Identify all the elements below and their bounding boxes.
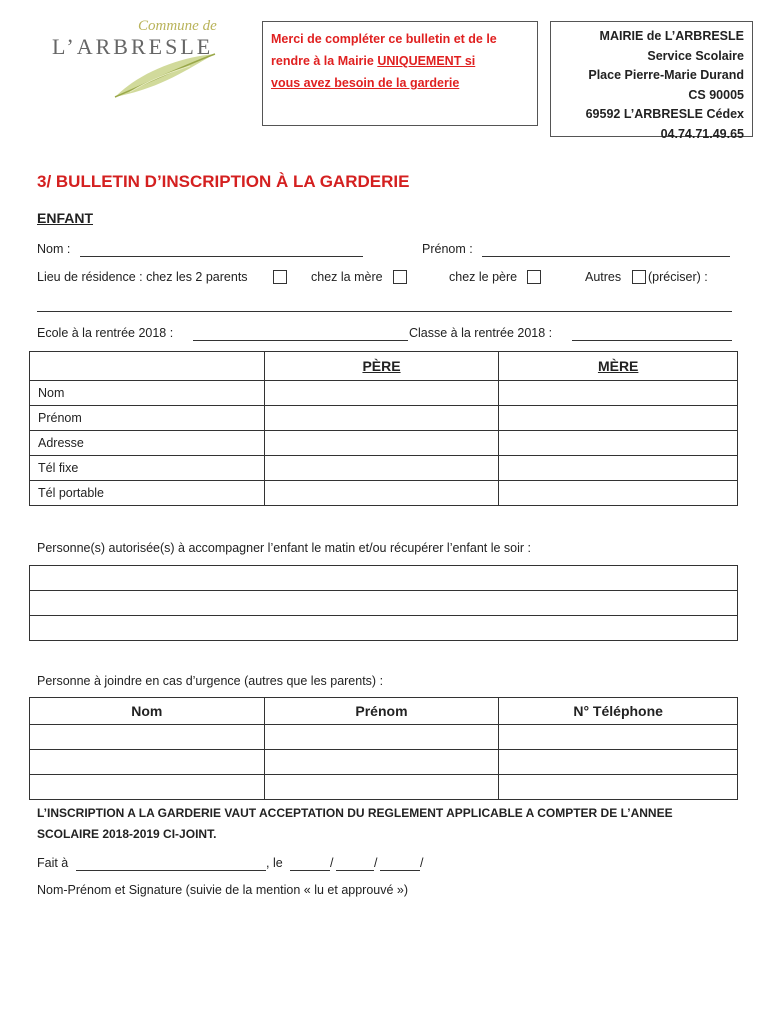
emergency-table	[29, 697, 738, 800]
fait-lieu-field[interactable]	[76, 870, 266, 871]
reglement-line-1: L’INSCRIPTION A LA GARDERIE VAUT ACCEPTATION DU REGLEMENT APPLICABLE A COMPTER DE L’ANNEE	[37, 806, 673, 820]
nom-label: Nom :	[37, 242, 71, 256]
signature-label: Nom-Prénom et Signature (suivie de la mention « lu et approuvé »)	[37, 883, 409, 897]
notice-line-2	[271, 50, 529, 72]
emergency-header-telephone: N° Téléphone	[499, 698, 738, 725]
mairie-line: MAIRIE de L’ARBRESLE	[599, 29, 744, 43]
emergency-label: Personne à joindre en cas d’urgence (autres que les parents) :	[37, 674, 384, 688]
row-label: Tél fixe	[30, 456, 265, 481]
mere-cell[interactable]	[499, 431, 738, 456]
emergency-cell[interactable]	[30, 750, 265, 775]
emergency-cell[interactable]	[499, 725, 738, 750]
parents-table	[29, 351, 738, 506]
authorized-cell[interactable]	[30, 616, 738, 641]
notice-line-2-underlined: UNIQUEMENT si	[377, 54, 476, 68]
date-slash: /	[330, 856, 334, 870]
classe-label: Classe à la rentrée 2018 :	[409, 326, 553, 340]
emergency-cell[interactable]	[499, 750, 738, 775]
notice-line-2-prefix: rendre à la Mairie	[271, 54, 378, 68]
table-row	[30, 616, 738, 641]
enfant-heading: ENFANT	[37, 210, 93, 226]
pere-cell[interactable]	[264, 431, 499, 456]
page-title: 3/ BULLETIN D’INSCRIPTION À LA GARDERIE	[37, 172, 410, 191]
table-row	[30, 775, 738, 800]
logo-commune-text: Commune de	[138, 18, 217, 34]
authorized-label: Personne(s) autorisée(s) à accompagner l’enfant le matin et/ou récupérer l’enfant le soir :	[37, 541, 532, 555]
emergency-cell[interactable]	[264, 775, 499, 800]
notice-line-3: vous avez besoin de la garderie	[271, 76, 460, 90]
mere-cell[interactable]	[499, 481, 738, 506]
authorized-table	[29, 565, 738, 641]
row-label: Tél portable	[30, 481, 265, 506]
checkbox-autres[interactable]	[632, 270, 646, 284]
date-day-field[interactable]	[290, 870, 330, 871]
date-slash: /	[374, 856, 378, 870]
emergency-cell[interactable]	[499, 775, 738, 800]
emergency-cell[interactable]	[30, 725, 265, 750]
emergency-cell[interactable]	[264, 725, 499, 750]
mairie-line: Service Scolaire	[647, 48, 744, 63]
table-row	[30, 750, 738, 775]
commune-logo	[40, 16, 230, 102]
table-row	[30, 725, 738, 750]
authorized-cell[interactable]	[30, 591, 738, 616]
ecole-field[interactable]	[193, 340, 408, 341]
date-year-field[interactable]	[380, 870, 420, 871]
mairie-line: Place Pierre-Marie Durand	[588, 68, 744, 82]
preciser-label: (préciser) :	[648, 270, 708, 284]
pere-cell[interactable]	[264, 381, 499, 406]
fait-label: Fait à	[37, 856, 69, 870]
le-label: , le	[266, 856, 283, 870]
parents-table-header-pere: PÈRE	[264, 352, 499, 381]
date-slash: /	[420, 856, 424, 870]
reglement-line-2: SCOLAIRE 2018-2019 CI-JOINT.	[37, 827, 217, 841]
parents-table-header-mere: MÈRE	[499, 352, 738, 381]
pere-cell[interactable]	[264, 406, 499, 431]
mere-cell[interactable]	[499, 381, 738, 406]
row-label: Nom	[30, 381, 265, 406]
mere-label: chez la mère	[311, 270, 383, 284]
row-label: Prénom	[30, 406, 265, 431]
mairie-line: 69592 L’ARBRESLE Cédex	[585, 107, 744, 121]
table-row	[30, 591, 738, 616]
classe-field[interactable]	[572, 340, 732, 341]
parents-table-header	[30, 352, 265, 381]
preciser-field[interactable]	[37, 311, 732, 312]
emergency-cell[interactable]	[30, 775, 265, 800]
autres-label: Autres	[585, 270, 622, 284]
pere-cell[interactable]	[264, 456, 499, 481]
pere-label: chez le père	[449, 270, 518, 284]
table-row	[30, 381, 738, 406]
mairie-line: 04.74.71.49.65	[660, 126, 744, 141]
table-row	[30, 566, 738, 591]
notice-line-1: Merci de compléter ce bulletin et de le	[271, 32, 497, 46]
emergency-header-nom: Nom	[30, 698, 265, 725]
ecole-label: Ecole à la rentrée 2018 :	[37, 326, 174, 340]
pere-cell[interactable]	[264, 481, 499, 506]
checkbox-mere[interactable]	[393, 270, 407, 284]
table-row	[30, 431, 738, 456]
date-month-field[interactable]	[336, 870, 374, 871]
authorized-cell[interactable]	[30, 566, 738, 591]
checkbox-deux-parents[interactable]	[273, 270, 287, 284]
prenom-label: Prénom :	[422, 242, 473, 256]
leaf-icon	[110, 52, 220, 102]
mere-cell[interactable]	[499, 406, 738, 431]
mairie-line: CS 90005	[688, 87, 744, 102]
nom-field[interactable]	[80, 256, 363, 257]
mere-cell[interactable]	[499, 456, 738, 481]
emergency-cell[interactable]	[264, 750, 499, 775]
checkbox-pere[interactable]	[527, 270, 541, 284]
logo-name-text: L’ARBRESLE	[52, 34, 214, 59]
table-row	[30, 456, 738, 481]
row-label: Adresse	[30, 431, 265, 456]
table-row	[30, 406, 738, 431]
table-row	[30, 481, 738, 506]
emergency-header-prenom: Prénom	[264, 698, 499, 725]
prenom-field[interactable]	[482, 256, 730, 257]
notice-box	[262, 21, 538, 126]
residence-label: Lieu de résidence : chez les 2 parents	[37, 270, 248, 284]
mairie-address-box	[550, 21, 753, 141]
